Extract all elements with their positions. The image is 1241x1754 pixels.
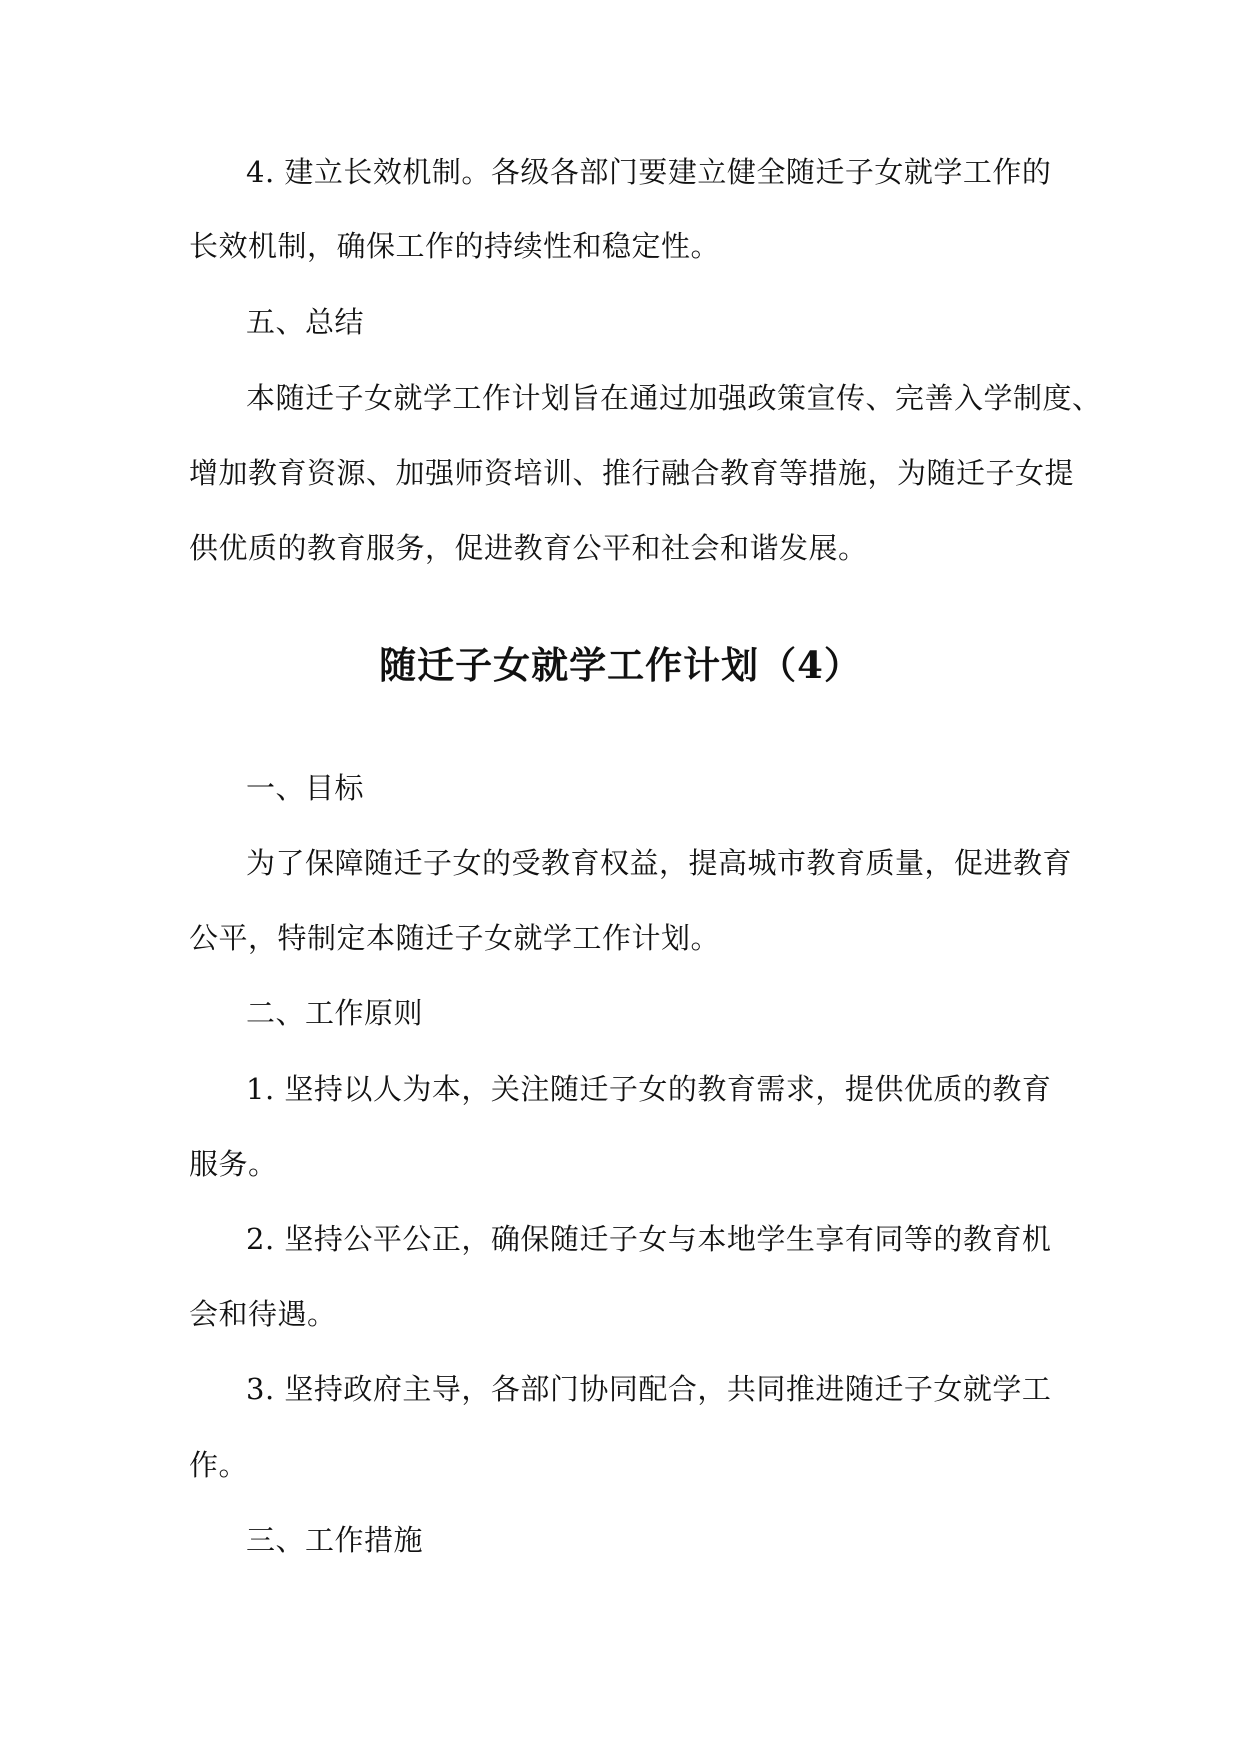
principle3-line1: 3. 坚持政府主导，各部门协同配合，共同推进随迁子女就学工 — [246, 1372, 1052, 1406]
principle1-line1: 1. 坚持以人为本，关注随迁子女的教育需求，提供优质的教育 — [246, 1072, 1052, 1106]
item4-line1: 4. 建立长效机制。各级各部门要建立健全随迁子女就学工作的 — [246, 155, 1052, 189]
page-title: 随迁子女就学工作计划（4） — [379, 643, 862, 687]
item4-line2: 长效机制，确保工作的持续性和稳定性。 — [189, 229, 721, 263]
summary-line3: 供优质的教育服务，促进教育公平和社会和谐发展。 — [189, 531, 868, 565]
principle2-line2: 会和待遇。 — [189, 1297, 337, 1331]
summary-line2: 增加教育资源、加强师资培训、推行融合教育等措施，为随迁子女提 — [189, 456, 1075, 490]
heading-goal: 一、目标 — [246, 771, 365, 805]
heading-summary: 五、总结 — [246, 305, 365, 339]
heading-principles: 二、工作原则 — [246, 996, 424, 1030]
heading-measures: 三、工作措施 — [246, 1523, 424, 1557]
principle2-line1: 2. 坚持公平公正，确保随迁子女与本地学生享有同等的教育机 — [246, 1222, 1052, 1256]
goal-line1: 为了保障随迁子女的受教育权益，提高城市教育质量，促进教育 — [246, 846, 1073, 880]
goal-line2: 公平，特制定本随迁子女就学工作计划。 — [189, 921, 721, 955]
summary-line1: 本随迁子女就学工作计划旨在通过加强政策宣传、完善入学制度、 — [246, 381, 1102, 415]
principle1-line2: 服务。 — [189, 1147, 278, 1181]
principle3-line2: 作。 — [189, 1448, 249, 1482]
